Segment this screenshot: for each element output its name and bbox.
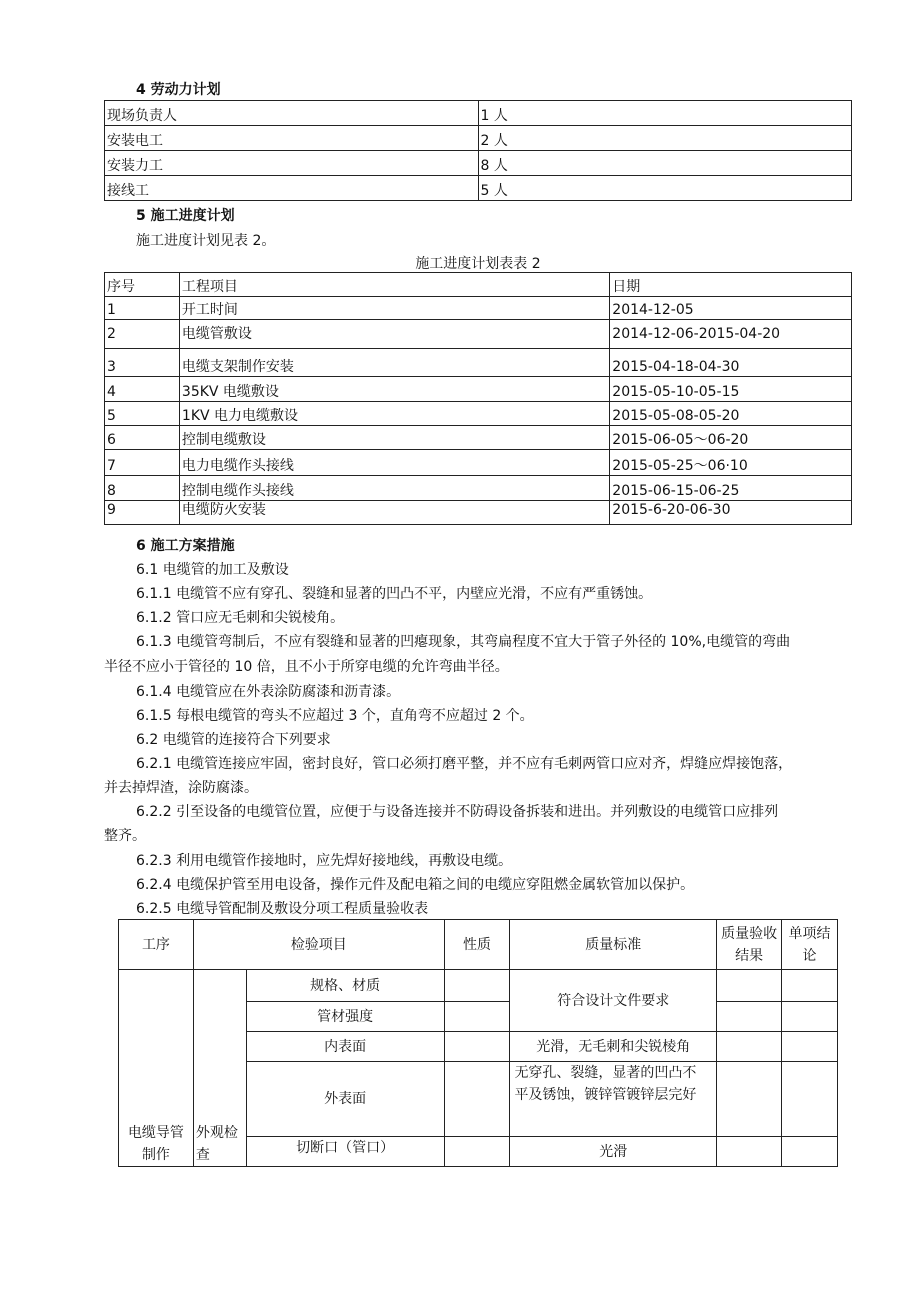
conclusion-cell <box>782 1062 838 1137</box>
row-item: 电缆防火安装 <box>179 501 609 525</box>
schedule-heading: 5 施工进度计划 <box>136 208 235 224</box>
header-item: 工程项目 <box>179 273 609 297</box>
row-no: 5 <box>105 402 180 426</box>
item-cell: 切断口（管口） <box>246 1137 444 1167</box>
clause-6-2-1-cont: 并去掉焊渣，涂防腐漆。 <box>104 780 258 796</box>
labor-count: 5 人 <box>478 176 852 201</box>
row-no: 7 <box>105 450 180 476</box>
labor-count: 8 人 <box>478 151 852 176</box>
table-row <box>105 450 852 476</box>
table-header-row <box>105 273 852 297</box>
conclusion-cell <box>782 1137 838 1167</box>
table-row <box>105 297 852 320</box>
item-cell: 外表面 <box>246 1062 444 1137</box>
header-nature: 性质 <box>444 920 510 970</box>
header-standard: 质量标准 <box>510 920 717 970</box>
clause-6-1-3: 6.1.3 电缆管弯制后，不应有裂缝和显著的凹瘪现象，其弯扁程度不宜大于管子外径的 10%,电缆管的弯曲 <box>136 634 791 650</box>
nature-cell <box>444 970 510 1002</box>
row-no: 1 <box>105 297 180 320</box>
table-row <box>105 320 852 349</box>
conclusion-cell <box>782 1002 838 1032</box>
item-cell: 内表面 <box>246 1032 444 1062</box>
standard-cell: 光滑 <box>510 1137 717 1167</box>
clause-6-2-2-cont: 整齐。 <box>104 828 146 844</box>
standard-outer-line1: 无穿孔、裂缝，显著的凹凸不 <box>514 1065 697 1081</box>
header-conclusion <box>782 920 838 970</box>
result-cell <box>717 1002 782 1032</box>
labor-count: 2 人 <box>478 126 852 151</box>
labor-heading: 4 劳动力计划 <box>136 82 221 98</box>
clause-6-1-5: 6.1.5 每根电缆管的弯头不应超过 3 个，直角弯不应超过 2 个。 <box>136 708 534 724</box>
clause-6-1: 6.1 电缆管的加工及敷设 <box>136 562 289 578</box>
row-no: 6 <box>105 426 180 450</box>
table-row <box>105 501 852 525</box>
clause-6-2-1: 6.2.1 电缆管连接应牢固，密封良好，管口必须打磨平整，并不应有毛刺两管口应对齐，焊缝应焊接饱落， <box>136 756 793 772</box>
header-conclusion-line1: 单项结 <box>788 925 831 942</box>
table-row <box>105 349 852 377</box>
item-cell: 管材强度 <box>246 1002 444 1032</box>
nature-cell <box>444 1032 510 1062</box>
labor-role: 安装力工 <box>105 151 479 176</box>
table-row <box>105 101 852 126</box>
row-date: 2015-6-20-06-30 <box>610 501 852 525</box>
nature-cell <box>444 1062 510 1137</box>
schedule-intro: 施工进度计划见表 2。 <box>136 233 276 249</box>
item-cell: 规格、材质 <box>246 970 444 1002</box>
row-date: 2015-06-05～06-20 <box>610 426 852 450</box>
labor-role: 现场负责人 <box>105 101 479 126</box>
table-header-row <box>119 920 838 970</box>
header-result-line1: 质量验收 <box>721 925 778 942</box>
header-conclusion-line2: 论 <box>802 947 817 964</box>
table-row <box>105 126 852 151</box>
clause-6-2-4: 6.2.4 电缆保护管至用电设备，操作元件及配电箱之间的电缆应穿阻燃金属软管加以保护。 <box>136 877 695 893</box>
row-item: 35KV 电缆敷设 <box>179 377 609 402</box>
standard-cell <box>510 1062 717 1137</box>
header-result-line2: 结果 <box>735 947 764 964</box>
row-item: 开工时间 <box>179 297 609 320</box>
nature-cell <box>444 1002 510 1032</box>
row-date: 2015-05-08-05-20 <box>610 402 852 426</box>
measures-heading: 6 施工方案措施 <box>136 538 235 554</box>
row-no: 3 <box>105 349 180 377</box>
conclusion-cell <box>782 1032 838 1062</box>
header-date: 日期 <box>610 273 852 297</box>
labor-table <box>104 100 852 201</box>
table-row <box>105 151 852 176</box>
row-date: 2015-05-25～06·10 <box>610 450 852 476</box>
standard-outer-line2: 平及锈蚀，镀锌管镀锌层完好 <box>514 1087 697 1103</box>
row-date: 2014-12-06-2015-04-20 <box>610 320 852 349</box>
row-item: 电缆管敷设 <box>179 320 609 349</box>
labor-count: 1 人 <box>478 101 852 126</box>
conclusion-cell <box>782 970 838 1002</box>
process-line2: 制作 <box>141 1147 170 1163</box>
table-row <box>105 402 852 426</box>
row-item: 1KV 电力电缆敷设 <box>179 402 609 426</box>
clause-6-1-3-cont: 半径不应小于管径的 10 倍，且不小于所穿电缆的允许弯曲半径。 <box>104 659 509 675</box>
clause-6-2-2: 6.2.2 引至设备的电缆管位置，应便于与设备连接并不防碍设备拆装和进出。并列敷设的电缆管口应排列 <box>136 804 779 820</box>
clause-6-2-3: 6.2.3 利用电缆管作接地时，应先焊好接地线，再敷设电缆。 <box>136 853 513 869</box>
header-process: 工序 <box>119 920 194 970</box>
table-row <box>119 970 838 1002</box>
header-item: 检验项目 <box>193 920 444 970</box>
clause-6-1-2: 6.1.2 管口应无毛刺和尖锐棱角。 <box>136 610 345 626</box>
clause-6-2-5: 6.2.5 电缆导管配制及敷设分项工程质量验收表 <box>136 901 429 917</box>
row-no: 2 <box>105 320 180 349</box>
group-line1: 外观检 <box>195 1125 238 1141</box>
schedule-caption: 施工进度计划表表 2 <box>415 256 541 272</box>
row-item: 控制电缆敷设 <box>179 426 609 450</box>
table-row <box>105 176 852 201</box>
row-item: 控制电缆作头接线 <box>179 476 609 501</box>
row-date: 2015-06-15-06-25 <box>610 476 852 501</box>
table-row <box>105 476 852 501</box>
table-row <box>105 426 852 450</box>
table-row <box>105 377 852 402</box>
acceptance-table <box>118 919 838 1167</box>
result-cell <box>717 1137 782 1167</box>
header-result <box>717 920 782 970</box>
group-cell <box>193 970 246 1167</box>
process-cell <box>119 970 194 1167</box>
row-no: 4 <box>105 377 180 402</box>
row-item: 电力电缆作头接线 <box>179 450 609 476</box>
clause-6-1-1: 6.1.1 电缆管不应有穿孔、裂缝和显著的凹凸不平，内壁应光滑，不应有严重锈蚀。 <box>136 586 653 602</box>
clause-6-2: 6.2 电缆管的连接符合下列要求 <box>136 732 331 748</box>
row-date: 2015-04-18-04-30 <box>610 349 852 377</box>
clause-6-1-4: 6.1.4 电缆管应在外表涂防腐漆和沥青漆。 <box>136 684 401 700</box>
nature-cell <box>444 1137 510 1167</box>
result-cell <box>717 970 782 1002</box>
row-date: 2015-05-10-05-15 <box>610 377 852 402</box>
group-line2: 查 <box>195 1147 210 1163</box>
result-cell <box>717 1032 782 1062</box>
result-cell <box>717 1062 782 1137</box>
labor-role: 安装电工 <box>105 126 479 151</box>
row-no: 8 <box>105 476 180 501</box>
header-no: 序号 <box>105 273 180 297</box>
labor-role: 接线工 <box>105 176 479 201</box>
standard-cell: 符合设计文件要求 <box>510 970 717 1032</box>
row-item: 电缆支架制作安装 <box>179 349 609 377</box>
process-line1: 电缆导管 <box>127 1125 184 1141</box>
standard-cell: 光滑，无毛刺和尖锐棱角 <box>510 1032 717 1062</box>
schedule-table <box>104 272 852 525</box>
row-no: 9 <box>105 501 180 525</box>
row-date: 2014-12-05 <box>610 297 852 320</box>
